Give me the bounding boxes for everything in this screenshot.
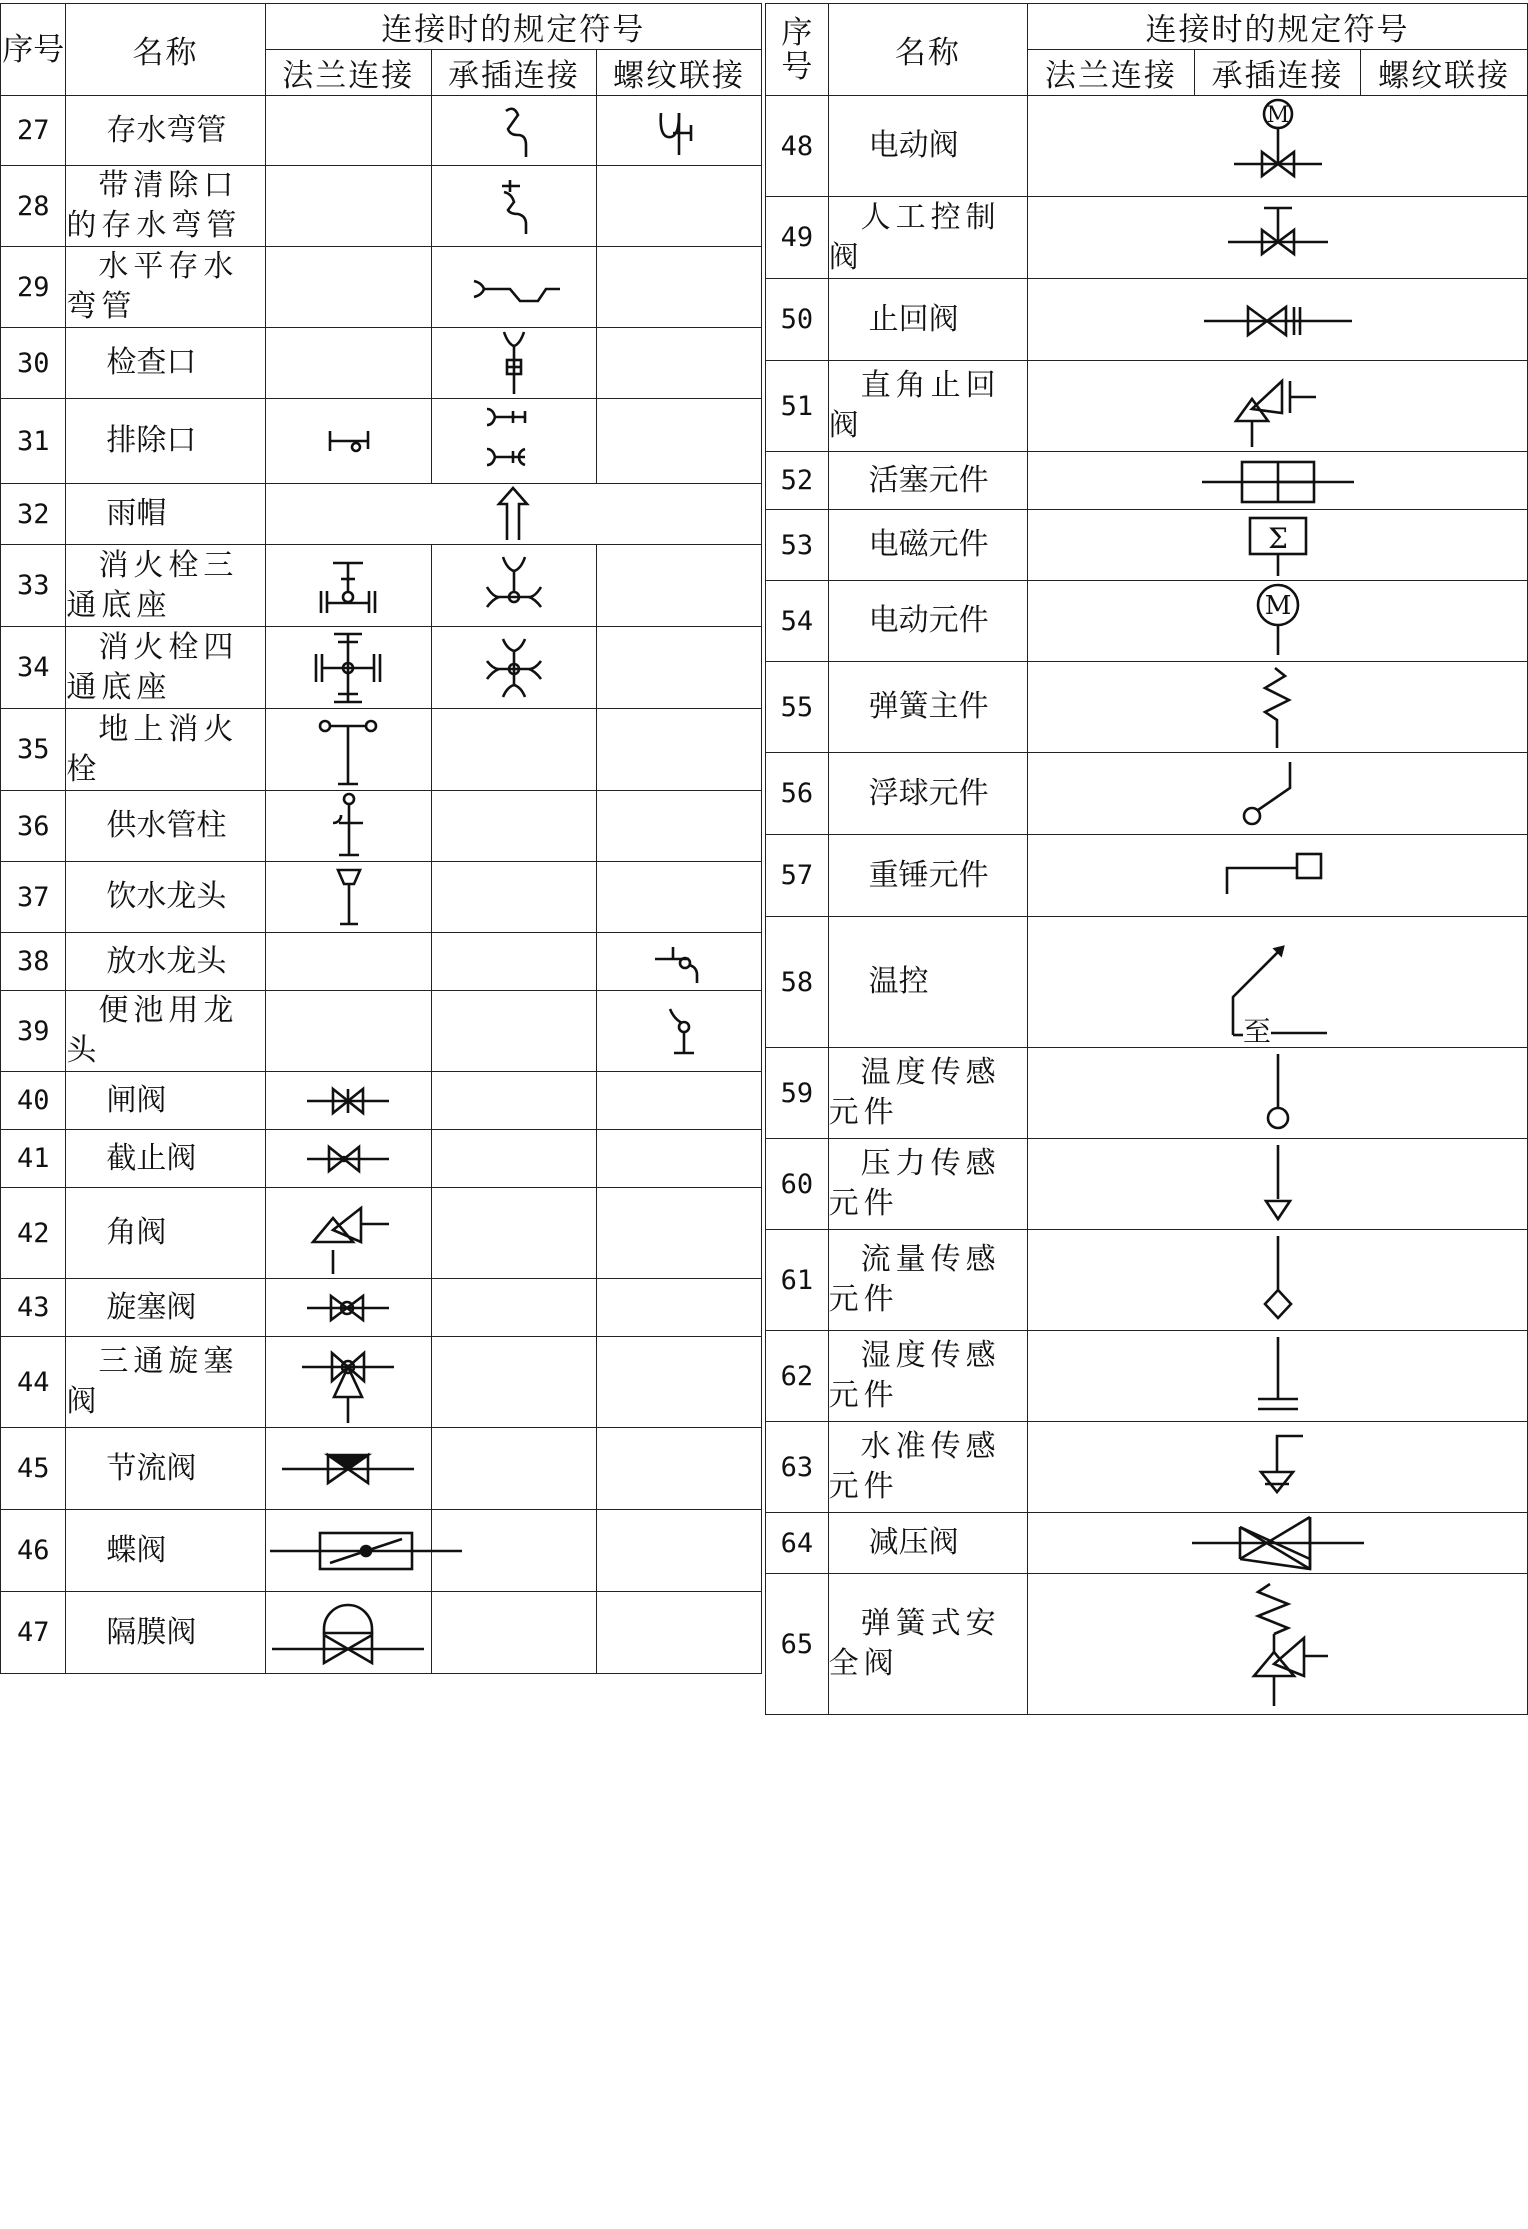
gate-valve-icon [303,1081,393,1121]
symbol-cell [1028,1048,1528,1139]
table-row [1,328,762,399]
row-number: 52 [766,452,829,510]
symbol-cell [265,1337,431,1428]
symbol-cell [1028,510,1528,581]
name-cell [66,991,265,1072]
name-cell: 电动阀 [828,96,1027,197]
name-cell [66,627,265,709]
row-number: 35 [1,709,66,791]
name-line-1: 压力传感 [860,1146,1001,1181]
symbol-cell [431,627,596,709]
row-number: 47 [1,1592,66,1674]
name-line-1: 消火栓三 [98,547,239,583]
name-cell: 供水管柱 [66,791,265,862]
symbol-cell [431,862,596,933]
symbol-cell [1028,452,1528,510]
row-number: 59 [766,1048,829,1139]
row-number: 43 [1,1279,66,1337]
name-cell [828,1048,1027,1139]
symbol-cell [596,1279,761,1337]
name-cell: 弹簧主件 [828,662,1027,753]
name-cell: 电动元件 [828,581,1027,662]
symbol-cell [1028,917,1528,1048]
symbol-cell [265,627,431,709]
name-cell: 旋塞阀 [66,1279,265,1337]
row-number: 34 [1,627,66,709]
symbol-cell [265,1188,431,1279]
row-number: 61 [766,1230,829,1331]
symbol-cell [1028,1139,1528,1230]
name-line-1: 水平存水 [98,249,239,284]
symbol-cell [596,862,761,933]
header-socket-right: 承插连接 [1194,50,1361,96]
symbol-cell [596,791,761,862]
symbol-cell [431,933,596,991]
name-line-2: 通底座 [66,669,172,705]
level-sensor-icon [1243,1422,1313,1512]
symbol-cell [431,1337,596,1428]
name-cell: 活塞元件 [828,452,1027,510]
name-line-2: 全阀 [828,1646,899,1681]
name-cell [828,1422,1027,1513]
three-way-plug-valve-icon [298,1337,398,1427]
name-line-2: 的存水弯管 [66,208,242,243]
inspection-port-icon [494,328,534,398]
svg-text:Σ: Σ [1267,522,1288,555]
float-element-icon [1228,754,1328,834]
table-row [1,1592,762,1674]
name-line-1: 直角止回 [860,368,1001,403]
row-number: 56 [766,753,829,835]
header-row-top [1,4,762,50]
header-symbol-group-right: 连接时的规定符号 [1028,4,1528,50]
table-row [1,1337,762,1428]
drinking-faucet-icon [328,862,368,932]
name-line-1: 人工控制 [860,199,1001,235]
table-row [766,1422,1528,1513]
name-cell [828,1331,1027,1422]
name-cell: 电磁元件 [828,510,1027,581]
name-cell: 截止阀 [66,1130,265,1188]
name-line-1: 湿度传感 [860,1338,1001,1373]
row-number: 44 [1,1337,66,1428]
row-number: 29 [1,247,66,328]
angle-valve-icon [303,1188,393,1278]
name-cell [66,247,265,328]
symbol-cell [596,709,761,791]
symbol-cell [265,328,431,399]
name-cell: 蝶阀 [66,1510,265,1592]
name-cell: 节流阀 [66,1428,265,1510]
table-row [1,399,762,484]
check-valve-icon [1198,295,1358,345]
name-cell: 角阀 [66,1188,265,1279]
row-number: 50 [766,279,829,361]
symbol-cell [1028,279,1528,361]
rain-cap-icon [493,484,533,544]
symbol-cell [1028,1331,1528,1422]
symbol-cell [265,709,431,791]
globe-valve-icon [303,1139,393,1179]
name-cell: 浮球元件 [828,753,1027,835]
name-line-1: 流量传感 [860,1242,1001,1277]
symbol-cell [431,1188,596,1279]
name-cell: 存水弯管 [66,96,265,166]
header-symbol-group: 连接时的规定符号 [265,4,761,50]
symbol-cell [431,247,596,328]
table-row [766,662,1528,753]
motor-element-icon [1243,581,1313,661]
pressure-reducing-valve-icon [1188,1513,1368,1573]
name-line-2: 阀 [66,1384,102,1419]
table-row [1,933,762,991]
right-symbol-table [765,3,1528,1715]
trap-s-icon [484,103,544,159]
name-line-2: 元件 [828,1095,899,1130]
table-row [766,1048,1528,1139]
symbol-cell [596,545,761,627]
row-number: 28 [1,166,66,247]
header-thread: 螺纹联接 [596,50,761,96]
symbol-cell [1028,1230,1528,1331]
symbol-cell [431,399,596,484]
table-row [1,1130,762,1188]
name-line-2: 阀 [828,239,864,275]
left-symbol-table [0,3,762,1674]
symbol-cell [265,933,431,991]
trap-cleanout-icon [484,176,544,236]
table-row [766,452,1528,510]
name-line-2: 元件 [828,1378,899,1413]
name-line-2: 元件 [828,1469,899,1504]
spring-element-icon [1243,662,1313,752]
header-index: 序号 [1,4,66,96]
row-number: 62 [766,1331,829,1422]
name-cell [66,1337,265,1428]
row-number: 33 [1,545,66,627]
symbol-cell [431,1072,596,1130]
name-cell [828,197,1027,279]
manual-valve-icon [1218,198,1338,278]
symbol-cell [265,247,431,328]
symbol-cell [265,1510,431,1592]
symbol-cell [265,166,431,247]
name-cell [828,361,1027,452]
name-cell: 雨帽 [66,484,265,545]
right-table-body [766,96,1528,1715]
drain-flange-icon [318,421,378,461]
name-line-1: 三通旋塞 [98,1344,239,1379]
row-number: 58 [766,917,829,1048]
toilet-faucet-icon [654,1001,704,1061]
name-cell: 重锤元件 [828,835,1027,917]
symbol-cell [265,96,431,166]
name-cell: 饮水龙头 [66,862,265,933]
name-cell: 检查口 [66,328,265,399]
symbol-cell [1028,835,1528,917]
row-number: 57 [766,835,829,917]
svg-text:至: 至 [1242,1015,1271,1048]
symbol-cell [596,166,761,247]
supply-standpipe-icon [323,791,373,861]
name-line-1: 水准传感 [860,1429,1001,1464]
name-cell: 闸阀 [66,1072,265,1130]
symbol-cell [1028,1513,1528,1574]
name-cell [66,709,265,791]
diaphragm-valve-icon [268,1593,428,1673]
symbol-cell [596,1592,761,1674]
symbol-cell [596,399,761,484]
symbol-cell [431,991,596,1072]
table-row [1,96,762,166]
row-number: 27 [1,96,66,166]
table-row [1,1510,762,1592]
piston-element-icon [1198,456,1358,506]
row-number: 53 [766,510,829,581]
trap-s-thread-icon [649,103,709,159]
table-row [766,1574,1528,1715]
symbol-cell [596,1428,761,1510]
table-row [1,1428,762,1510]
table-row [766,361,1528,452]
symbol-cell [265,1279,431,1337]
symbol-cell [596,1188,761,1279]
symbol-cell [596,1510,761,1592]
thermostat-icon [1203,917,1353,1047]
row-number: 46 [1,1510,66,1592]
symbol-cell [1028,581,1528,662]
symbol-cell [431,328,596,399]
row-number: 40 [1,1072,66,1130]
name-cell [66,545,265,627]
header-name: 名称 [66,4,265,96]
name-cell [828,1574,1027,1715]
name-cell: 止回阀 [828,279,1027,361]
name-line-1: 弹簧式安 [860,1606,1001,1641]
row-number: 49 [766,197,829,279]
name-line-2: 元件 [828,1282,899,1317]
row-number: 65 [766,1574,829,1715]
symbol-cell [596,1072,761,1130]
table-gutter [762,0,765,2229]
symbol-cell [1028,197,1528,279]
row-number: 37 [1,862,66,933]
name-line-2: 元件 [828,1186,899,1221]
weight-element-icon [1213,846,1343,906]
symbol-cell [431,1279,596,1337]
name-cell [828,1139,1027,1230]
row-number: 48 [766,96,829,197]
table-row [766,279,1528,361]
table-row [766,197,1528,279]
row-number: 32 [1,484,66,545]
name-line-1: 消火栓四 [98,629,239,665]
symbol-cell [431,1592,596,1674]
name-cell: 温控 [828,917,1027,1048]
humidity-sensor-icon [1248,1331,1308,1421]
symbol-cell [431,791,596,862]
symbol-cell [265,791,431,862]
symbol-cell [596,933,761,991]
motor-valve-icon [1218,96,1338,196]
name-line-2: 头 [66,1033,102,1068]
pressure-sensor-icon [1253,1139,1303,1229]
row-number: 30 [1,328,66,399]
table-row [766,1139,1528,1230]
row-number: 45 [1,1428,66,1510]
row-number: 54 [766,581,829,662]
name-line-1: 带清除口 [98,168,239,203]
row-number: 51 [766,361,829,452]
hydrant-cross-flange-icon [308,628,388,708]
hydrant-tee-flange-icon [313,551,383,621]
symbol-cell [431,1428,596,1510]
hydrant-cross-socket-icon [479,633,549,703]
flow-sensor-icon [1253,1230,1303,1330]
symbol-cell [1028,1422,1528,1513]
name-cell [828,1230,1027,1331]
plug-valve-icon [303,1288,393,1328]
symbol-cell [1028,1574,1528,1715]
name-cell: 减压阀 [828,1513,1027,1574]
table-row [766,1513,1528,1574]
name-line-2: 阀 [828,408,864,443]
row-number: 42 [1,1188,66,1279]
table-row [1,1072,762,1130]
header-index-right: 序号 [766,4,829,96]
symbol-cell [596,991,761,1072]
row-number: 36 [1,791,66,862]
table-row [766,753,1528,835]
row-number: 63 [766,1422,829,1513]
row-number: 39 [1,991,66,1072]
table-row [1,991,762,1072]
table-row [1,791,762,862]
symbol-cell [596,328,761,399]
header-socket: 承插连接 [431,50,596,96]
trap-horizontal-icon [464,267,564,307]
table-row [766,96,1528,197]
symbol-cell [431,1130,596,1188]
name-line-1: 地上消火 [98,711,239,747]
row-number: 31 [1,399,66,484]
header-flange: 法兰连接 [265,50,431,96]
symbol-cell [265,545,431,627]
name-line-2: 栓 [66,751,102,787]
table-row [766,1230,1528,1331]
header-flange-right: 法兰连接 [1028,50,1195,96]
spring-safety-valve-icon [1208,1574,1348,1714]
name-cell: 放水龙头 [66,933,265,991]
symbol-cell [265,862,431,933]
table-row [1,1188,762,1279]
table-row [1,484,762,545]
row-number: 38 [1,933,66,991]
symbol-cell [596,247,761,328]
row-number: 60 [766,1139,829,1230]
symbol-cell [596,1337,761,1428]
symbol-cell [431,166,596,247]
name-line-1: 便池用龙 [98,993,239,1028]
symbol-cell [1028,753,1528,835]
row-number: 41 [1,1130,66,1188]
throttle-valve-icon [278,1449,418,1489]
above-ground-hydrant-icon [313,710,383,790]
svg-text:M: M [1264,591,1291,621]
name-cell: 隔膜阀 [66,1592,265,1674]
header-name-right: 名称 [828,4,1027,96]
symbol-cell [265,1130,431,1188]
table-row [1,247,762,328]
hydrant-tee-socket-icon [479,551,549,621]
table-row [1,166,762,247]
symbol-cell [265,991,431,1072]
symbol-cell [265,484,761,545]
table-row [1,1279,762,1337]
symbol-cell [596,627,761,709]
table-row [766,835,1528,917]
symbol-cell [596,96,761,166]
name-cell: 排除口 [66,399,265,484]
name-line-1: 温度传感 [860,1055,1001,1090]
symbol-cell [265,399,431,484]
name-line-2: 通底座 [66,587,172,623]
symbol-cell [1028,662,1528,753]
table-row [1,627,762,709]
symbol-cell [431,709,596,791]
table-row [1,862,762,933]
symbol-cell [265,1592,431,1674]
symbol-cell [431,545,596,627]
left-table-body [1,96,762,1674]
symbol-cell [1028,361,1528,452]
table-row [766,917,1528,1048]
symbol-cell [1028,96,1528,197]
table-row [766,1331,1528,1422]
angle-check-valve-icon [1218,361,1338,451]
name-cell [66,166,265,247]
svg-text:M: M [1266,103,1289,128]
name-line-2: 弯管 [66,289,137,324]
temperature-sensor-icon [1253,1048,1303,1138]
header-thread-right: 螺纹联接 [1361,50,1528,96]
symbol-cell [265,1428,431,1510]
header-row-top-right [766,4,1528,50]
symbol-cell [596,1130,761,1188]
table-row [1,709,762,791]
table-row [766,581,1528,662]
table-row [766,510,1528,581]
row-number: 55 [766,662,829,753]
solenoid-element-icon [1238,510,1318,580]
table-row [1,545,762,627]
drain-socket-icon [479,399,549,483]
row-number: 64 [766,1513,829,1574]
drain-faucet-icon [649,937,709,987]
symbol-cell [265,1072,431,1130]
symbol-cell [431,96,596,166]
